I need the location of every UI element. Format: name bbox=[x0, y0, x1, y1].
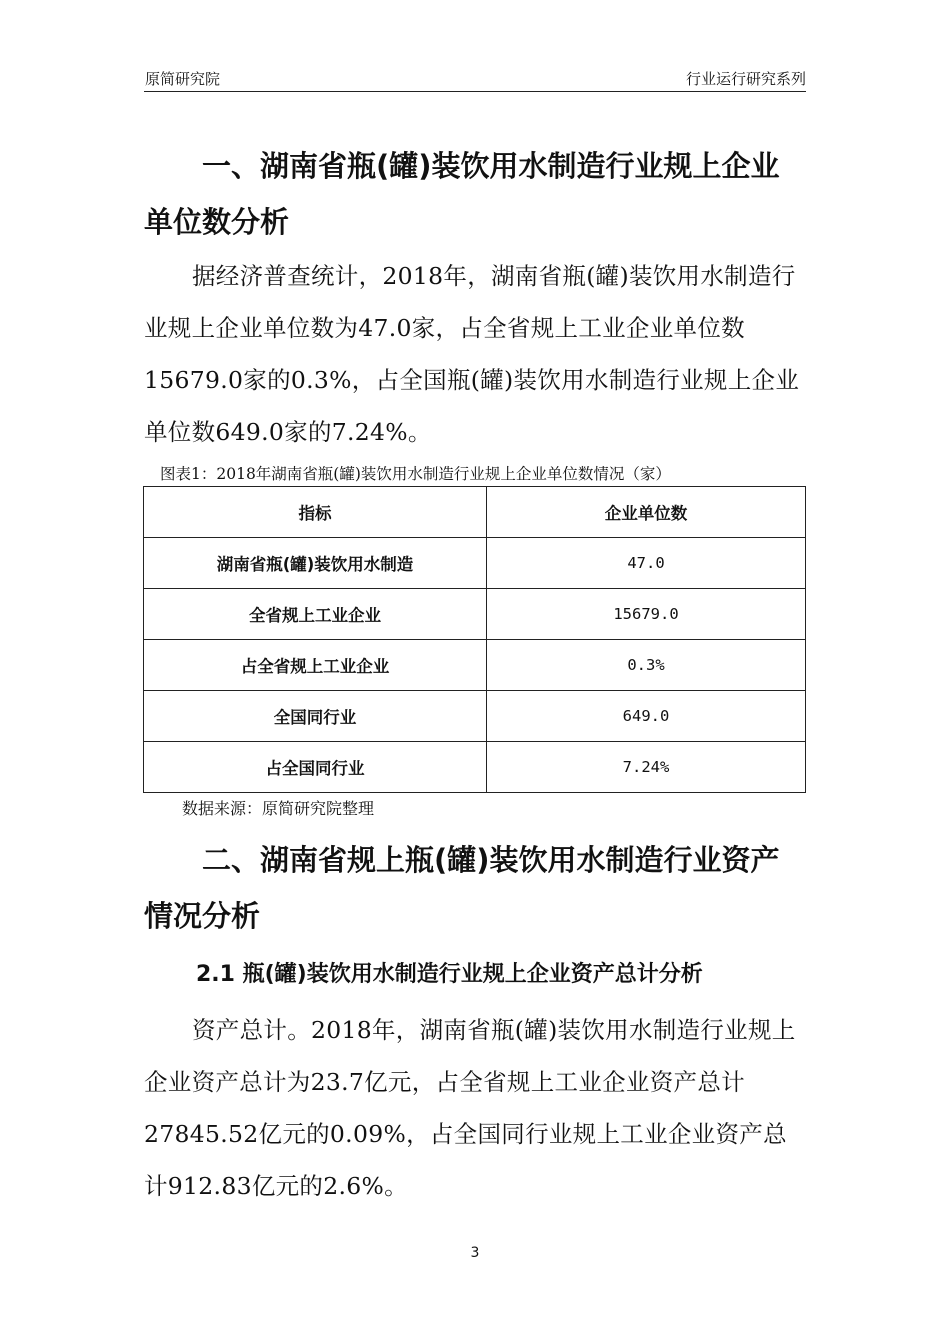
table-row bbox=[144, 640, 806, 691]
row-value: 47.0 bbox=[487, 538, 806, 589]
table-header-row bbox=[144, 487, 806, 538]
table-row bbox=[144, 538, 806, 589]
row-value: 7.24% bbox=[487, 742, 806, 793]
section2-paragraph: 资产总计。2018年，湖南省瓶(罐)装饮用水制造行业规上企业资产总计为23.7亿元，占全省规上工业企业资产总计27845.52亿元的0.09%，占全国同行业规上工业企业资产总计912.83亿元的2.6%。 bbox=[144, 1016, 796, 1200]
row-label: 占全国同行业 bbox=[144, 742, 487, 793]
section2-heading: 二、湖南省规上瓶(罐)装饮用水制造行业资产情况分析 bbox=[144, 843, 780, 933]
row-value: 15679.0 bbox=[487, 589, 806, 640]
header-org-name: 原简研究院 bbox=[145, 70, 221, 88]
row-label: 湖南省瓶(罐)装饮用水制造 bbox=[144, 538, 487, 589]
section2-subheading: 2.1 瓶(罐)装饮用水制造行业规上企业资产总计分析 bbox=[196, 962, 703, 987]
row-label: 占全省规上工业企业 bbox=[144, 640, 487, 691]
column-header-count: 企业单位数 bbox=[487, 487, 806, 538]
header-divider bbox=[144, 91, 806, 92]
table1-source: 数据来源：原简研究院整理 bbox=[182, 799, 375, 818]
row-label: 全国同行业 bbox=[144, 691, 487, 742]
row-label: 全省规上工业企业 bbox=[144, 589, 487, 640]
table-row bbox=[144, 742, 806, 793]
table-row bbox=[144, 691, 806, 742]
section1-heading: 一、湖南省瓶(罐)装饮用水制造行业规上企业单位数分析 bbox=[144, 149, 780, 239]
table1 bbox=[143, 486, 806, 793]
row-value: 649.0 bbox=[487, 691, 806, 742]
column-header-indicator: 指标 bbox=[144, 487, 487, 538]
table-row bbox=[144, 589, 806, 640]
section1-paragraph: 据经济普查统计，2018年，湖南省瓶(罐)装饮用水制造行业规上企业单位数为47.0家，占全省规上工业企业单位数15679.0家的0.3%，占全国瓶(罐)装饮用水制造行业规上企业单位数649.0家的7.24%。 bbox=[144, 262, 800, 446]
page-number: 3 bbox=[470, 1245, 480, 1261]
row-value: 0.3% bbox=[487, 640, 806, 691]
header-series-name: 行业运行研究系列 bbox=[685, 70, 806, 88]
table1-caption: 图表1：2018年湖南省瓶(罐)装饮用水制造行业规上企业单位数情况（家） bbox=[160, 465, 671, 483]
